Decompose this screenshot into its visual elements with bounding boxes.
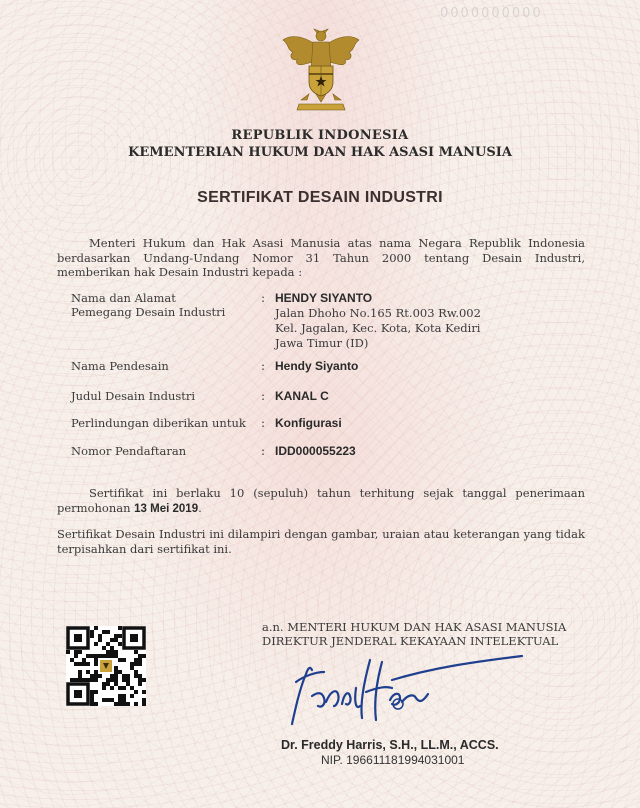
qr-code-icon bbox=[66, 626, 146, 706]
designer-label: Nama Pendesain bbox=[71, 359, 169, 373]
protection-colon: : bbox=[261, 416, 266, 430]
holder-label-line2: Pemegang Desain Industri bbox=[71, 305, 226, 319]
signer-nip: NIP. 196611181994031001 bbox=[321, 753, 465, 767]
holder-address-line1: Jalan Dhoho No.165 Rt.003 Rw.002 bbox=[275, 306, 481, 320]
design-title-value: KANAL C bbox=[275, 389, 329, 403]
design-title-label: Judul Desain Industri bbox=[71, 389, 196, 403]
registration-label: Nomor Pendaftaran bbox=[71, 444, 187, 458]
application-date: 13 Mei 2019 bbox=[134, 502, 199, 515]
certificate-title: SERTIFIKAT DESAIN INDUSTRI bbox=[197, 189, 443, 206]
country-heading: REPUBLIK INDONESIA bbox=[231, 128, 409, 143]
handwritten-signature-icon bbox=[282, 648, 532, 730]
holder-colon: : bbox=[261, 291, 266, 305]
intro-paragraph: Menteri Hukum dan Hak Asasi Manusia atas nama Negara Republik Indonesia berdasarkan Undang-Undang Nomor 31 Tahun 2000 tentang Desain Industri, memberikan hak Desain Industri kepada : bbox=[57, 236, 585, 279]
signing-authority-line2: DIREKTUR JENDERAL KEKAYAAN INTELEKTUAL bbox=[262, 634, 559, 648]
attachment-paragraph: Sertifikat Desain Industri ini dilampiri dengan gambar, uraian atau keterangan yang tidak terpisahkan dari sertifikat ini. bbox=[57, 527, 585, 556]
designer-colon: : bbox=[261, 359, 266, 373]
protection-value: Konfigurasi bbox=[275, 416, 342, 430]
holder-label-line1: Nama dan Alamat bbox=[71, 291, 176, 305]
validity-paragraph bbox=[57, 486, 585, 516]
protection-label: Perlindungan diberikan untuk bbox=[71, 416, 246, 430]
signer-name: Dr. Freddy Harris, S.H., LL.M., ACCS. bbox=[281, 738, 499, 752]
serial-number: 0000000000 bbox=[440, 6, 543, 21]
validity-end: . bbox=[198, 500, 202, 515]
holder-address-line3: Jawa Timur (ID) bbox=[275, 336, 369, 350]
signing-authority-line1: a.n. MENTERI HUKUM DAN HAK ASASI MANUSIA bbox=[262, 620, 567, 634]
garuda-emblem-icon bbox=[281, 26, 361, 116]
designer-value: Hendy Siyanto bbox=[275, 359, 359, 373]
registration-colon: : bbox=[261, 444, 266, 458]
design-title-colon: : bbox=[261, 389, 266, 403]
ministry-heading: KEMENTERIAN HUKUM DAN HAK ASASI MANUSIA bbox=[128, 145, 512, 160]
holder-address-line2: Kel. Jagalan, Kec. Kota, Kota Kediri bbox=[275, 321, 481, 335]
holder-name: HENDY SIYANTO bbox=[275, 291, 373, 305]
validity-text: Sertifikat ini berlaku 10 (sepuluh) tahun terhitung sejak tanggal penerimaan permohonan bbox=[57, 486, 585, 515]
registration-number: IDD000055223 bbox=[275, 444, 356, 458]
